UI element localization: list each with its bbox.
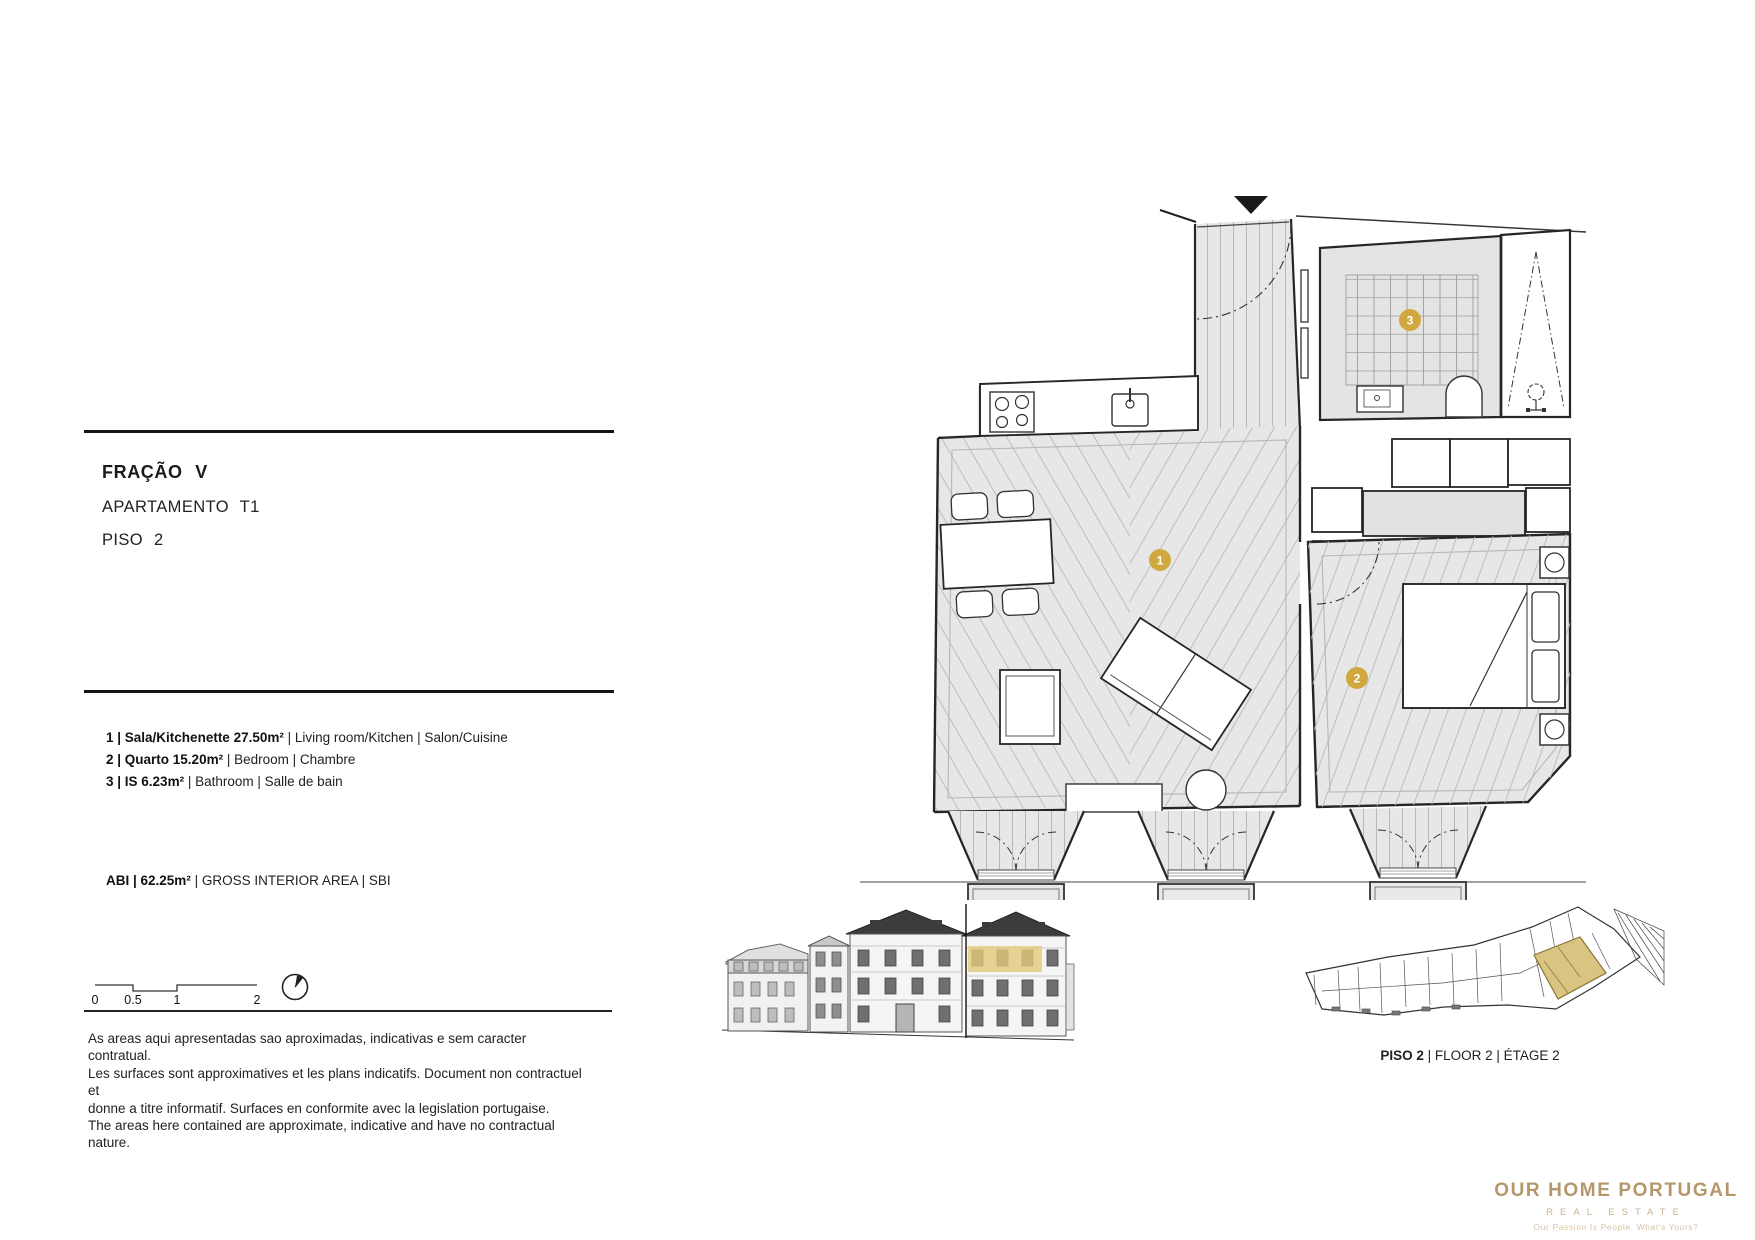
wardrobe-band	[1312, 439, 1570, 541]
key-plan-caption	[1310, 1048, 1630, 1063]
fraction-title: FRAÇÃO V	[102, 462, 208, 482]
gross-area-rest: | GROSS INTERIOR AREA | SBI	[190, 873, 391, 888]
scale-bar	[88, 973, 288, 1009]
legend-item-living	[106, 727, 508, 749]
apartment-floor-plan	[830, 170, 1590, 900]
pillow	[1532, 592, 1559, 642]
elevation-building-main	[846, 910, 966, 1032]
elevation-unit-highlight	[968, 946, 1042, 972]
chair	[951, 492, 988, 520]
scale-0: 0	[91, 993, 99, 1007]
elevation-building-mid	[808, 936, 850, 1032]
legend-bedroom-rest: | Bedroom | Chambre	[223, 752, 356, 767]
legend-item-bathroom	[106, 771, 508, 793]
legend-bedroom-bold: 2 | Quarto 15.20m²	[106, 752, 224, 767]
dining-table	[940, 519, 1053, 589]
badge-living: 1	[1156, 553, 1164, 568]
kitchen-counter	[980, 376, 1198, 436]
scale-05: 0.5	[124, 993, 142, 1007]
badge-bathroom: 3	[1406, 313, 1414, 328]
round-table	[1186, 770, 1226, 810]
sideboard	[1066, 784, 1162, 812]
legend-living-rest: | Living room/Kitchen | Salon/Cuisine	[283, 730, 508, 745]
dresser	[1363, 491, 1525, 536]
entry-hall	[1195, 219, 1300, 432]
elevation-building-left	[726, 944, 808, 1031]
chair	[997, 490, 1034, 518]
gross-area-bold: ABI | 62.25m²	[106, 873, 191, 888]
brand-tagline: Our Passion Is People. What's Yours?	[1533, 1222, 1699, 1232]
elevation-building-right	[962, 904, 1074, 1038]
window-bay	[1138, 811, 1274, 900]
chair	[1002, 588, 1039, 616]
north-compass-icon	[278, 970, 312, 1004]
entrance-arrow-icon	[1234, 196, 1268, 214]
legend-bathroom-rest: | Bathroom | Salle de bain	[184, 774, 343, 789]
hall-bathroom-partition	[1301, 270, 1308, 378]
legend-item-bedroom	[106, 749, 508, 771]
armchair	[1000, 670, 1060, 744]
disclaimer-line-fr2: donne a titre informatif. Surfaces en conformite avec la legislation portugaise.	[88, 1100, 550, 1116]
key-plan-caption-rest: | FLOOR 2 | ÉTAGE 2	[1423, 1048, 1560, 1063]
disclaimer-rule	[84, 1010, 612, 1012]
toilet	[1446, 376, 1482, 417]
brand-logo	[1485, 1180, 1747, 1232]
disclaimer-line-pt: As areas aqui apresentadas sao aproximadas, indicativas e sem caracter contratual.	[88, 1031, 527, 1064]
legend-bathroom-bold: 3 | IS 6.23m²	[106, 774, 185, 789]
top-rule	[84, 430, 614, 433]
floor-label: PISO 2	[102, 531, 164, 549]
mid-rule	[84, 690, 614, 693]
living-room	[934, 376, 1300, 812]
brand-division: REAL ESTATE	[1546, 1207, 1686, 1218]
nightstand	[1540, 714, 1569, 745]
bedroom	[1308, 534, 1570, 807]
scale-2: 2	[253, 993, 261, 1007]
chair	[956, 590, 993, 618]
apartment-type: APARTAMENTO T1	[102, 498, 260, 516]
key-plan-caption-bold: PISO 2	[1380, 1048, 1424, 1063]
shower-closet	[1501, 230, 1570, 417]
gross-area-line	[106, 873, 391, 888]
brand-name: OUR HOME PORTUGAL	[1494, 1180, 1738, 1201]
disclaimer-block	[88, 1030, 588, 1152]
street-elevation	[720, 898, 1078, 1048]
room-legend	[106, 727, 508, 793]
balcony	[1158, 884, 1254, 900]
nightstand	[1540, 547, 1569, 578]
legend-living-bold: 1 | Sala/Kitchenette 27.50m²	[106, 730, 284, 745]
key-site-plan	[1292, 885, 1677, 1053]
badge-bedroom: 2	[1353, 671, 1361, 686]
scale-1: 1	[173, 993, 181, 1007]
pillow	[1532, 650, 1559, 702]
window-bay	[948, 811, 1084, 900]
disclaimer-line-fr1: Les surfaces sont approximatives et les plans indicatifs. Document non contractuel et	[88, 1065, 582, 1099]
entrance-door	[896, 1004, 914, 1032]
disclaimer-line-en: The areas here contained are approximate, indicative and have no contractual nature.	[88, 1118, 555, 1151]
